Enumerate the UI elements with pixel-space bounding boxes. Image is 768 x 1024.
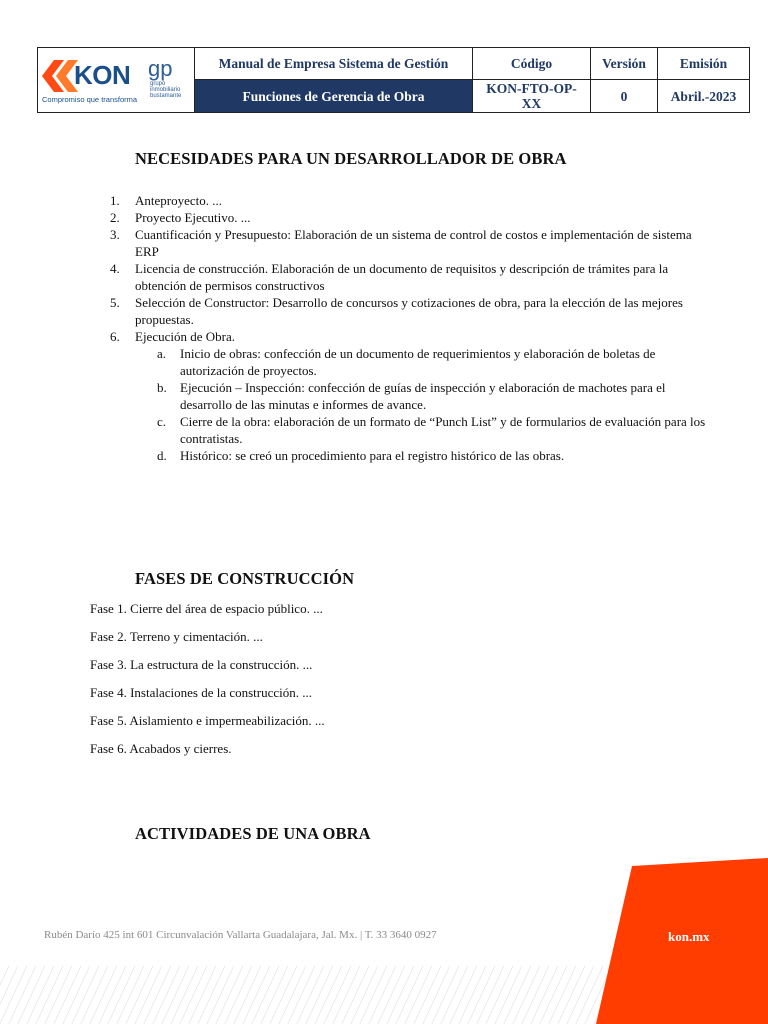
sub-list-item: d. Histórico: se creó un procedimiento para el registro histórico de las obras. [157,448,565,463]
phase-item: Fase 4. Instalaciones de la construcción. ... [90,685,313,700]
footer-address: Rubén Darío 425 int 601 Circunvalación Vallarta Guadalajara, Jal. Mx. | T. 33 3640 0927 [44,929,437,941]
sub-list-item: c. Cierre de la obra: elaboración de un formato de “Punch List” y de formularios de evaluación para los contratistas. [157,414,706,446]
phase-item: Fase 3. La estructura de la construcción. ... [90,657,313,672]
codigo-label: Código [510,56,553,71]
section-title-fases: FASES DE CONSTRUCCIÓN [135,569,355,588]
codigo-value: KON-FTO-OP-XX [486,81,577,111]
logo-tagline: Compromiso que transforma [42,95,138,104]
document-title: Funciones de Gerencia de Obra [195,80,472,112]
phase-item: Fase 1. Cierre del área de espacio público. ... [90,601,323,616]
emision-label: Emisión [679,56,728,71]
logo-brand-text: KON [74,60,131,90]
phase-item: Fase 5. Aislamiento e impermeabilización. ... [90,713,325,728]
phase-item: Fase 2. Terreno y cimentación. ... [90,629,263,644]
list-item: 6. Ejecución de Obra. [110,329,235,344]
section-title-necesidades: NECESIDADES PARA UN DESARROLLADOR DE OBRA [135,149,567,168]
list-item: 3. Cuantificación y Presupuesto: Elaboración de un sistema de control de costos e implementación de sistema ERP [110,227,692,259]
group-logo-mark: gp [148,56,173,81]
emision-value: Abril.-2023 [670,88,737,104]
sub-list-item: b. Ejecución – Inspección: confección de guías de inspección y elaboración de machotes para el desarrollo de las minutas e informes de avance. [157,380,666,412]
manual-title: Manual de Empresa Sistema de Gestión [218,56,449,71]
list-item: 1. Anteproyecto. ... [110,193,223,208]
footer-website-link[interactable]: kon.mx [668,929,710,944]
sub-list-item: a. Inicio de obras: confección de un documento de requerimientos y elaboración de boletas de autorización de proyectos. [157,346,656,378]
group-logo-subtext: grupo inmobiliario bustamante [150,81,182,99]
list-item: 2. Proyecto Ejecutivo. ... [110,210,251,225]
list-item: 4. Licencia de construcción. Elaboración de un documento de requisitos y descripción de trámites para la obtención de permisos constructivos [110,261,669,293]
phase-item: Fase 6. Acabados y cierres. [90,741,232,756]
version-value: 0 [620,88,628,104]
section-title-actividades: ACTIVIDADES DE UNA OBRA [135,824,371,843]
list-item: 5. Selección de Constructor: Desarrollo de concursos y cotizaciones de obra, para la elección de las mejores propuestas. [110,295,683,327]
version-label: Versión [602,56,646,71]
